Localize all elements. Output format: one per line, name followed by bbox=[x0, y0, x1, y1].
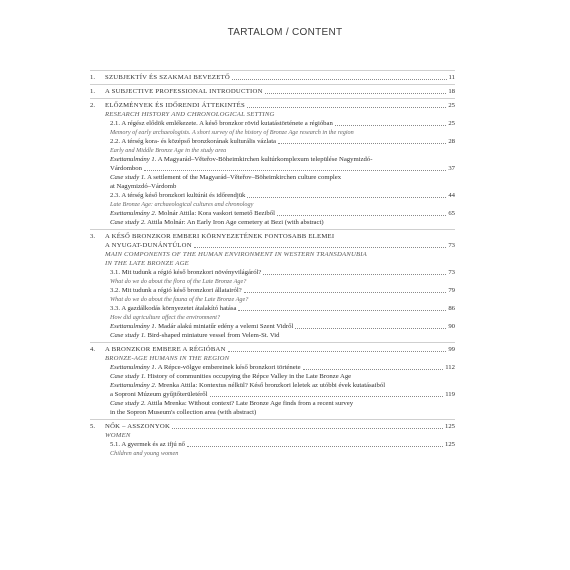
english-subtitle bbox=[90, 250, 455, 259]
entry-text: A SUBJECTIVE PROFESSIONAL INTRODUCTION bbox=[105, 88, 263, 95]
page-number: 73 bbox=[448, 242, 455, 249]
toc-section bbox=[90, 98, 455, 229]
dot-leader bbox=[263, 274, 446, 275]
section-number: 4. bbox=[90, 346, 96, 353]
entry-line bbox=[90, 182, 455, 191]
page-number: 44 bbox=[448, 192, 455, 199]
entry-title bbox=[110, 286, 242, 295]
entry-text: 2.1. A régész elődök emlékezete. A késő bronzkor rövid kutatástörténete a régióban bbox=[110, 120, 333, 127]
entry-text: 2.2. A térség kora- és középső bronzkorának kulturális vázlata bbox=[110, 138, 277, 145]
page-number: 99 bbox=[448, 346, 455, 353]
dot-leader bbox=[295, 328, 446, 329]
toc-entry[interactable] bbox=[90, 390, 455, 399]
dot-leader bbox=[244, 292, 447, 293]
page-number: 125 bbox=[444, 441, 455, 448]
entry-lead: Case study 1. bbox=[110, 332, 146, 339]
entry-title bbox=[105, 232, 334, 241]
entry-title bbox=[110, 268, 261, 277]
english-subtitle bbox=[90, 431, 455, 440]
entry-text: A settlement of the Magyarád–Vĕteřov–Böheimkirchen culture complex bbox=[145, 174, 342, 181]
entry-title bbox=[110, 390, 208, 399]
page-number: 28 bbox=[448, 138, 455, 145]
dot-leader bbox=[335, 125, 446, 126]
english-subtitle bbox=[90, 277, 455, 286]
entry-text: A KÉSŐ BRONZKOR EMBERI KÖRNYEZETÉNEK FONTOSABB ELEMEI bbox=[105, 233, 335, 240]
toc-section bbox=[90, 229, 455, 342]
entry-text: What do we do about the fauna of the Late Bronze Age? bbox=[110, 296, 249, 303]
entry-line bbox=[90, 173, 455, 182]
toc-section-heading[interactable] bbox=[90, 422, 455, 431]
toc-entry[interactable] bbox=[90, 137, 455, 146]
entry-text: History of communities occupying the Répce Valley in the Late Bronze Age bbox=[145, 373, 352, 380]
entry-title bbox=[105, 422, 170, 431]
entry-text: SZUBJEKTÍV ÉS SZAKMAI BEVEZETŐ bbox=[105, 74, 230, 81]
page-number: 125 bbox=[444, 423, 455, 430]
entry-text: A Magyarád–Vĕteřov-Böheimkirchen kultúrkomplexum települése Nagymizdó- bbox=[156, 156, 373, 163]
entry-title bbox=[110, 440, 185, 449]
entry-text: How did agriculture affect the environment? bbox=[110, 314, 221, 321]
entry-text: A NYUGAT-DUNÁNTÚLON bbox=[105, 242, 192, 249]
dot-leader bbox=[228, 351, 447, 352]
dot-leader bbox=[278, 143, 446, 144]
toc-entry[interactable] bbox=[90, 209, 455, 218]
entry-title bbox=[105, 87, 263, 96]
entry-text: Memory of early archaeologists. A short survey of the history of Bronze Age research in the region bbox=[110, 129, 354, 136]
entry-title bbox=[110, 191, 245, 200]
section-number: 1. bbox=[90, 74, 96, 81]
page-number: 73 bbox=[448, 269, 455, 276]
entry-line bbox=[90, 399, 455, 408]
english-subtitle bbox=[90, 354, 455, 363]
entry-lead: Esettanulmány 1. bbox=[110, 364, 157, 371]
page-number: 86 bbox=[448, 305, 455, 312]
entry-line bbox=[90, 218, 455, 227]
english-subtitle bbox=[90, 128, 455, 137]
entry-title bbox=[105, 101, 245, 110]
entry-text: ELŐZMÉNYEK ÉS IDŐRENDI ÁTTEKINTÉS bbox=[105, 102, 245, 109]
toc-section-heading[interactable] bbox=[90, 73, 455, 82]
entry-text: Children and young women bbox=[110, 450, 179, 457]
entry-text: RESEARCH HISTORY AND CHRONOLOGICAL SETTING bbox=[105, 111, 275, 118]
english-subtitle bbox=[90, 200, 455, 209]
entry-title bbox=[110, 209, 275, 218]
english-subtitle bbox=[90, 313, 455, 322]
entry-text: 2.3. A térség késő bronzkori kultúrái és időrendjük bbox=[110, 192, 246, 199]
dot-leader bbox=[144, 170, 446, 171]
entry-text: BRONZE-AGE HUMANS IN THE REGION bbox=[105, 355, 230, 362]
entry-text: What do we do about the flora of the Late Bronze Age? bbox=[110, 278, 247, 285]
entry-title bbox=[110, 164, 142, 173]
entry-lead: Case study 1. bbox=[110, 373, 146, 380]
entry-text: a Soproni Múzeum gyűjtőterületéről bbox=[110, 391, 208, 398]
table-of-contents bbox=[90, 70, 455, 460]
entry-title bbox=[110, 119, 333, 128]
section-number: 3. bbox=[90, 233, 96, 240]
entry-text: 5.1. A gyermek és az ifjú nő bbox=[110, 441, 186, 448]
dot-leader bbox=[303, 369, 444, 370]
page-number: 37 bbox=[448, 165, 455, 172]
toc-entry[interactable] bbox=[90, 119, 455, 128]
dot-leader bbox=[172, 428, 443, 429]
entry-lead: Case study 2. bbox=[110, 400, 146, 407]
page-number: 25 bbox=[448, 120, 455, 127]
entry-title bbox=[110, 304, 236, 313]
entry-text: Attila Mrenka: Without context? Late Bronze Age finds from a recent survey bbox=[145, 400, 354, 407]
section-number: 2. bbox=[90, 102, 96, 109]
entry-text: Late Bronze Age: archaeological cultures and chronology bbox=[110, 201, 254, 208]
entry-text: Madár alakú miniatűr edény a velemi Szent Vidről bbox=[156, 323, 294, 330]
toc-entry[interactable] bbox=[90, 304, 455, 313]
entry-text: Attila Molnár: An Early Iron Age cemetery at Bezi (with abstract) bbox=[145, 219, 324, 226]
entry-lead: Case study 2. bbox=[110, 219, 146, 226]
page-number: 112 bbox=[445, 364, 455, 371]
entry-text: 3.1. Mit tudunk a régió késő bronzkori növényvilágáról? bbox=[110, 269, 262, 276]
dot-leader bbox=[187, 446, 443, 447]
toc-section bbox=[90, 419, 455, 460]
toc-section bbox=[90, 70, 455, 84]
toc-section bbox=[90, 342, 455, 419]
dot-leader bbox=[232, 79, 447, 80]
english-subtitle bbox=[90, 449, 455, 458]
dot-leader bbox=[247, 197, 446, 198]
toc-section bbox=[90, 84, 455, 98]
toc-entry[interactable] bbox=[90, 268, 455, 277]
entry-text: WOMEN bbox=[105, 432, 131, 439]
page-number: 11 bbox=[448, 74, 455, 81]
entry-text: Early and Middle Bronze Age in the study area bbox=[110, 147, 227, 154]
dot-leader bbox=[194, 247, 447, 248]
entry-line bbox=[90, 408, 455, 417]
english-subtitle bbox=[90, 110, 455, 119]
entry-text: at Nagymizdó–Várdomb bbox=[110, 183, 177, 190]
toc-entry[interactable] bbox=[90, 363, 455, 372]
entry-text: in the Sopron Museum's collection area (with abstract) bbox=[110, 409, 257, 416]
entry-text: A Répce-völgye embereinek késő bronzkori története bbox=[156, 364, 301, 371]
entry-text: Molnár Attila: Kora vaskori temető Beziből bbox=[156, 210, 275, 217]
entry-title bbox=[110, 363, 301, 372]
page-number: 119 bbox=[445, 391, 455, 398]
entry-lead: Esettanulmány 2. bbox=[110, 210, 157, 217]
page-number: 18 bbox=[448, 88, 455, 95]
toc-section-heading[interactable] bbox=[90, 87, 455, 96]
entry-text: A BRONZKOR EMBERE A RÉGIÓBAN bbox=[105, 346, 226, 353]
page-number: 25 bbox=[448, 102, 455, 109]
dot-leader bbox=[238, 310, 446, 311]
entry-lead: Esettanulmány 1. bbox=[110, 323, 157, 330]
page-heading: TARTALOM / CONTENT bbox=[227, 27, 343, 38]
toc-entry[interactable] bbox=[90, 164, 455, 173]
english-subtitle bbox=[90, 146, 455, 155]
entry-text: 3.3. A gazdálkodás környezetet átalakító hatása bbox=[110, 305, 237, 312]
page-number: 65 bbox=[448, 210, 455, 217]
dot-leader bbox=[277, 215, 446, 216]
entry-line bbox=[90, 331, 455, 340]
toc-entry[interactable] bbox=[90, 241, 455, 250]
toc-entry[interactable] bbox=[90, 440, 455, 449]
entry-text: MAIN COMPONENTS OF THE HUMAN ENVIRONMENT IN WESTERN TRANSDANUBIA bbox=[105, 251, 367, 258]
entry-line bbox=[90, 372, 455, 381]
english-subtitle bbox=[90, 295, 455, 304]
entry-text: Várdombon bbox=[110, 165, 142, 172]
entry-title bbox=[110, 137, 276, 146]
section-number: 1. bbox=[90, 88, 96, 95]
entry-line bbox=[90, 381, 455, 390]
toc-entry[interactable] bbox=[90, 322, 455, 331]
dot-leader bbox=[265, 93, 447, 94]
page-number: 79 bbox=[448, 287, 455, 294]
entry-lead: Case study 1. bbox=[110, 174, 146, 181]
entry-title bbox=[105, 73, 230, 82]
toc-section-heading[interactable] bbox=[90, 101, 455, 110]
entry-text: 3.2. Mit tudunk a régió késő bronzkori állatairól? bbox=[110, 287, 242, 294]
toc-section-heading[interactable] bbox=[90, 345, 455, 354]
entry-title bbox=[105, 241, 192, 250]
section-gap bbox=[90, 458, 455, 460]
entry-text: Mrenka Attila: Kontextus nélkül? Késő bronzkori leletek az utóbbi évek kutatásaiból bbox=[156, 382, 386, 389]
entry-lead: Esettanulmány 1. bbox=[110, 156, 157, 163]
toc-entry[interactable] bbox=[90, 191, 455, 200]
page-number: 90 bbox=[448, 323, 455, 330]
section-number: 5. bbox=[90, 423, 96, 430]
english-subtitle bbox=[90, 259, 455, 268]
toc-entry[interactable] bbox=[90, 286, 455, 295]
dot-leader bbox=[247, 107, 446, 108]
entry-text: NŐK – ASSZONYOK bbox=[105, 423, 171, 430]
toc-section-heading[interactable] bbox=[90, 232, 455, 241]
entry-title bbox=[110, 322, 293, 331]
entry-text: Bird-shaped miniature vessel from Velem-St. Vid bbox=[145, 332, 280, 339]
entry-text: IN THE LATE BRONZE AGE bbox=[105, 260, 189, 267]
entry-title bbox=[105, 345, 226, 354]
entry-lead: Esettanulmány 2. bbox=[110, 382, 157, 389]
entry-line bbox=[90, 155, 455, 164]
dot-leader bbox=[210, 396, 444, 397]
